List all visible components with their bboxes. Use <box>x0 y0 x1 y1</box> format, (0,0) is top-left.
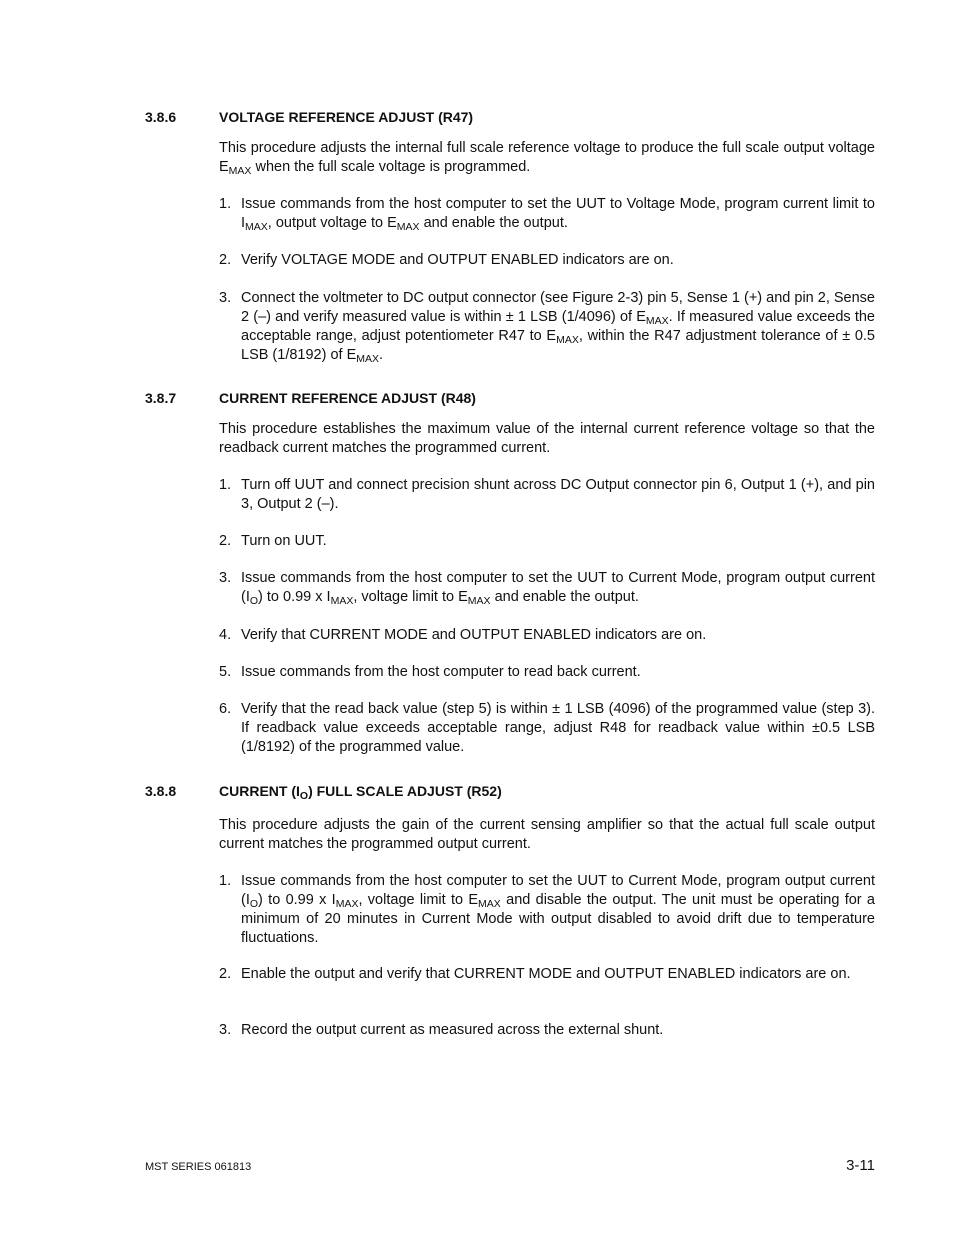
intro-text: This procedure adjusts the internal full scale reference voltage to produce the full scale output voltage E <box>219 140 875 175</box>
step-number: 4. <box>219 627 232 643</box>
list-item <box>219 569 875 607</box>
step-number: 2. <box>219 966 232 982</box>
intro-text: when the full scale voltage is programmed. <box>251 159 531 175</box>
section-intro: This procedure establishes the maximum value of the internal current reference voltage so that the readback current matches the programmed current. <box>219 421 875 456</box>
step-text: Connect the voltmeter to DC output connector (see Figure 2-3) pin 5, Sense 1 (+) and pin 2, Sense 2 (–) and verify measured value is within ± 1 LSB (1/4096) of $E_{MAX}$. If measured value exceeds the acceptable range, adjust potentiometer R47 to $E_{MAX}$, within the R47 adjustment tolerance of ± 0.5 LSB (1/8192) of $E_{MAX}$. <box>241 290 875 365</box>
step-text: Issue commands from the host computer to set the UUT to Current Mode, program output current $(I_O)$ to 0.99 x $I_{MAX}$, voltage limit to $E_{MAX}$ and disable the output. The unit must be operating for a minimum of 20 minutes in Current Mode with output disabled to avoid drift due to temperature fluctuations. <box>241 873 875 946</box>
section-number: 3.8.7 <box>145 390 177 406</box>
step-number: 2. <box>219 252 232 268</box>
step-number: 6. <box>219 701 232 717</box>
section-title: CURRENT $(I_O)$ FULL SCALE ADJUST (R52) <box>219 783 502 802</box>
step-text: Record the output current as measured across the external shunt. <box>241 1022 664 1038</box>
section-heading-3-8-7 <box>145 390 476 406</box>
step-text: Issue commands from the host computer to set the UUT to Current Mode, program output current $(I_O)$ to 0.99 x $I_{MAX}$, voltage limit to $E_{MAX}$ and enable the output. <box>241 570 875 607</box>
step-number: 1. <box>219 873 232 889</box>
page-number: 3-11 <box>846 1157 875 1174</box>
section-title: VOLTAGE REFERENCE ADJUST (R47) <box>219 109 474 125</box>
section-intro: This procedure adjusts the gain of the current sensing amplifier so that the actual full scale output current matches the programmed output current. <box>219 817 875 852</box>
section-heading-3-8-8 <box>145 783 502 802</box>
list-item <box>219 289 875 365</box>
list-item <box>219 1021 875 1040</box>
list-item <box>219 476 875 514</box>
step-number: 3. <box>219 570 232 586</box>
step-text: Turn on UUT. <box>241 533 327 549</box>
step-text: Issue commands from the host computer to read back current. <box>241 664 641 680</box>
list-item <box>219 626 875 645</box>
list-item <box>219 700 875 757</box>
step-text: Verify VOLTAGE MODE and OUTPUT ENABLED indicators are on. <box>241 252 674 268</box>
step-text: Turn off UUT and connect precision shunt across DC Output connector pin 6, Output 1 (+), and pin 3, Output 2 (–). <box>241 477 875 512</box>
list-item <box>219 251 875 270</box>
step-text: Issue commands from the host computer to set the UUT to Voltage Mode, program current limit to $I_{MAX}$, output voltage to $E_{MAX}$ and enable the output. <box>241 196 875 233</box>
section-intro <box>219 139 875 177</box>
list-item <box>219 532 875 551</box>
step-number: 1. <box>219 477 232 493</box>
section-title: CURRENT REFERENCE ADJUST (R48) <box>219 390 476 406</box>
footer-doc-id: MST SERIES 061813 <box>145 1161 252 1173</box>
step-number: 3. <box>219 1022 232 1038</box>
list-item <box>219 663 875 682</box>
list-item <box>219 965 875 984</box>
step-text: Verify that CURRENT MODE and OUTPUT ENABLED indicators are on. <box>241 627 707 643</box>
subscript: MAX <box>228 165 252 177</box>
step-number: 1. <box>219 196 232 212</box>
section-heading-3-8-6 <box>145 109 473 125</box>
list-item <box>219 195 875 233</box>
step-text: Enable the output and verify that CURRENT MODE and OUTPUT ENABLED indicators are on. <box>241 966 851 982</box>
section-number: 3.8.6 <box>145 109 177 125</box>
step-text: Verify that the read back value (step 5) is within ± 1 LSB (4096) of the programmed value (step 3). If readback value exceeds acceptable range, adjust R48 for readback value within ±0.5 LSB (1/8192) of the programmed value. <box>241 701 875 755</box>
section-number: 3.8.8 <box>145 783 177 799</box>
step-number: 2. <box>219 533 232 549</box>
list-item <box>219 872 875 948</box>
step-number: 3. <box>219 290 232 306</box>
step-number: 5. <box>219 664 232 680</box>
